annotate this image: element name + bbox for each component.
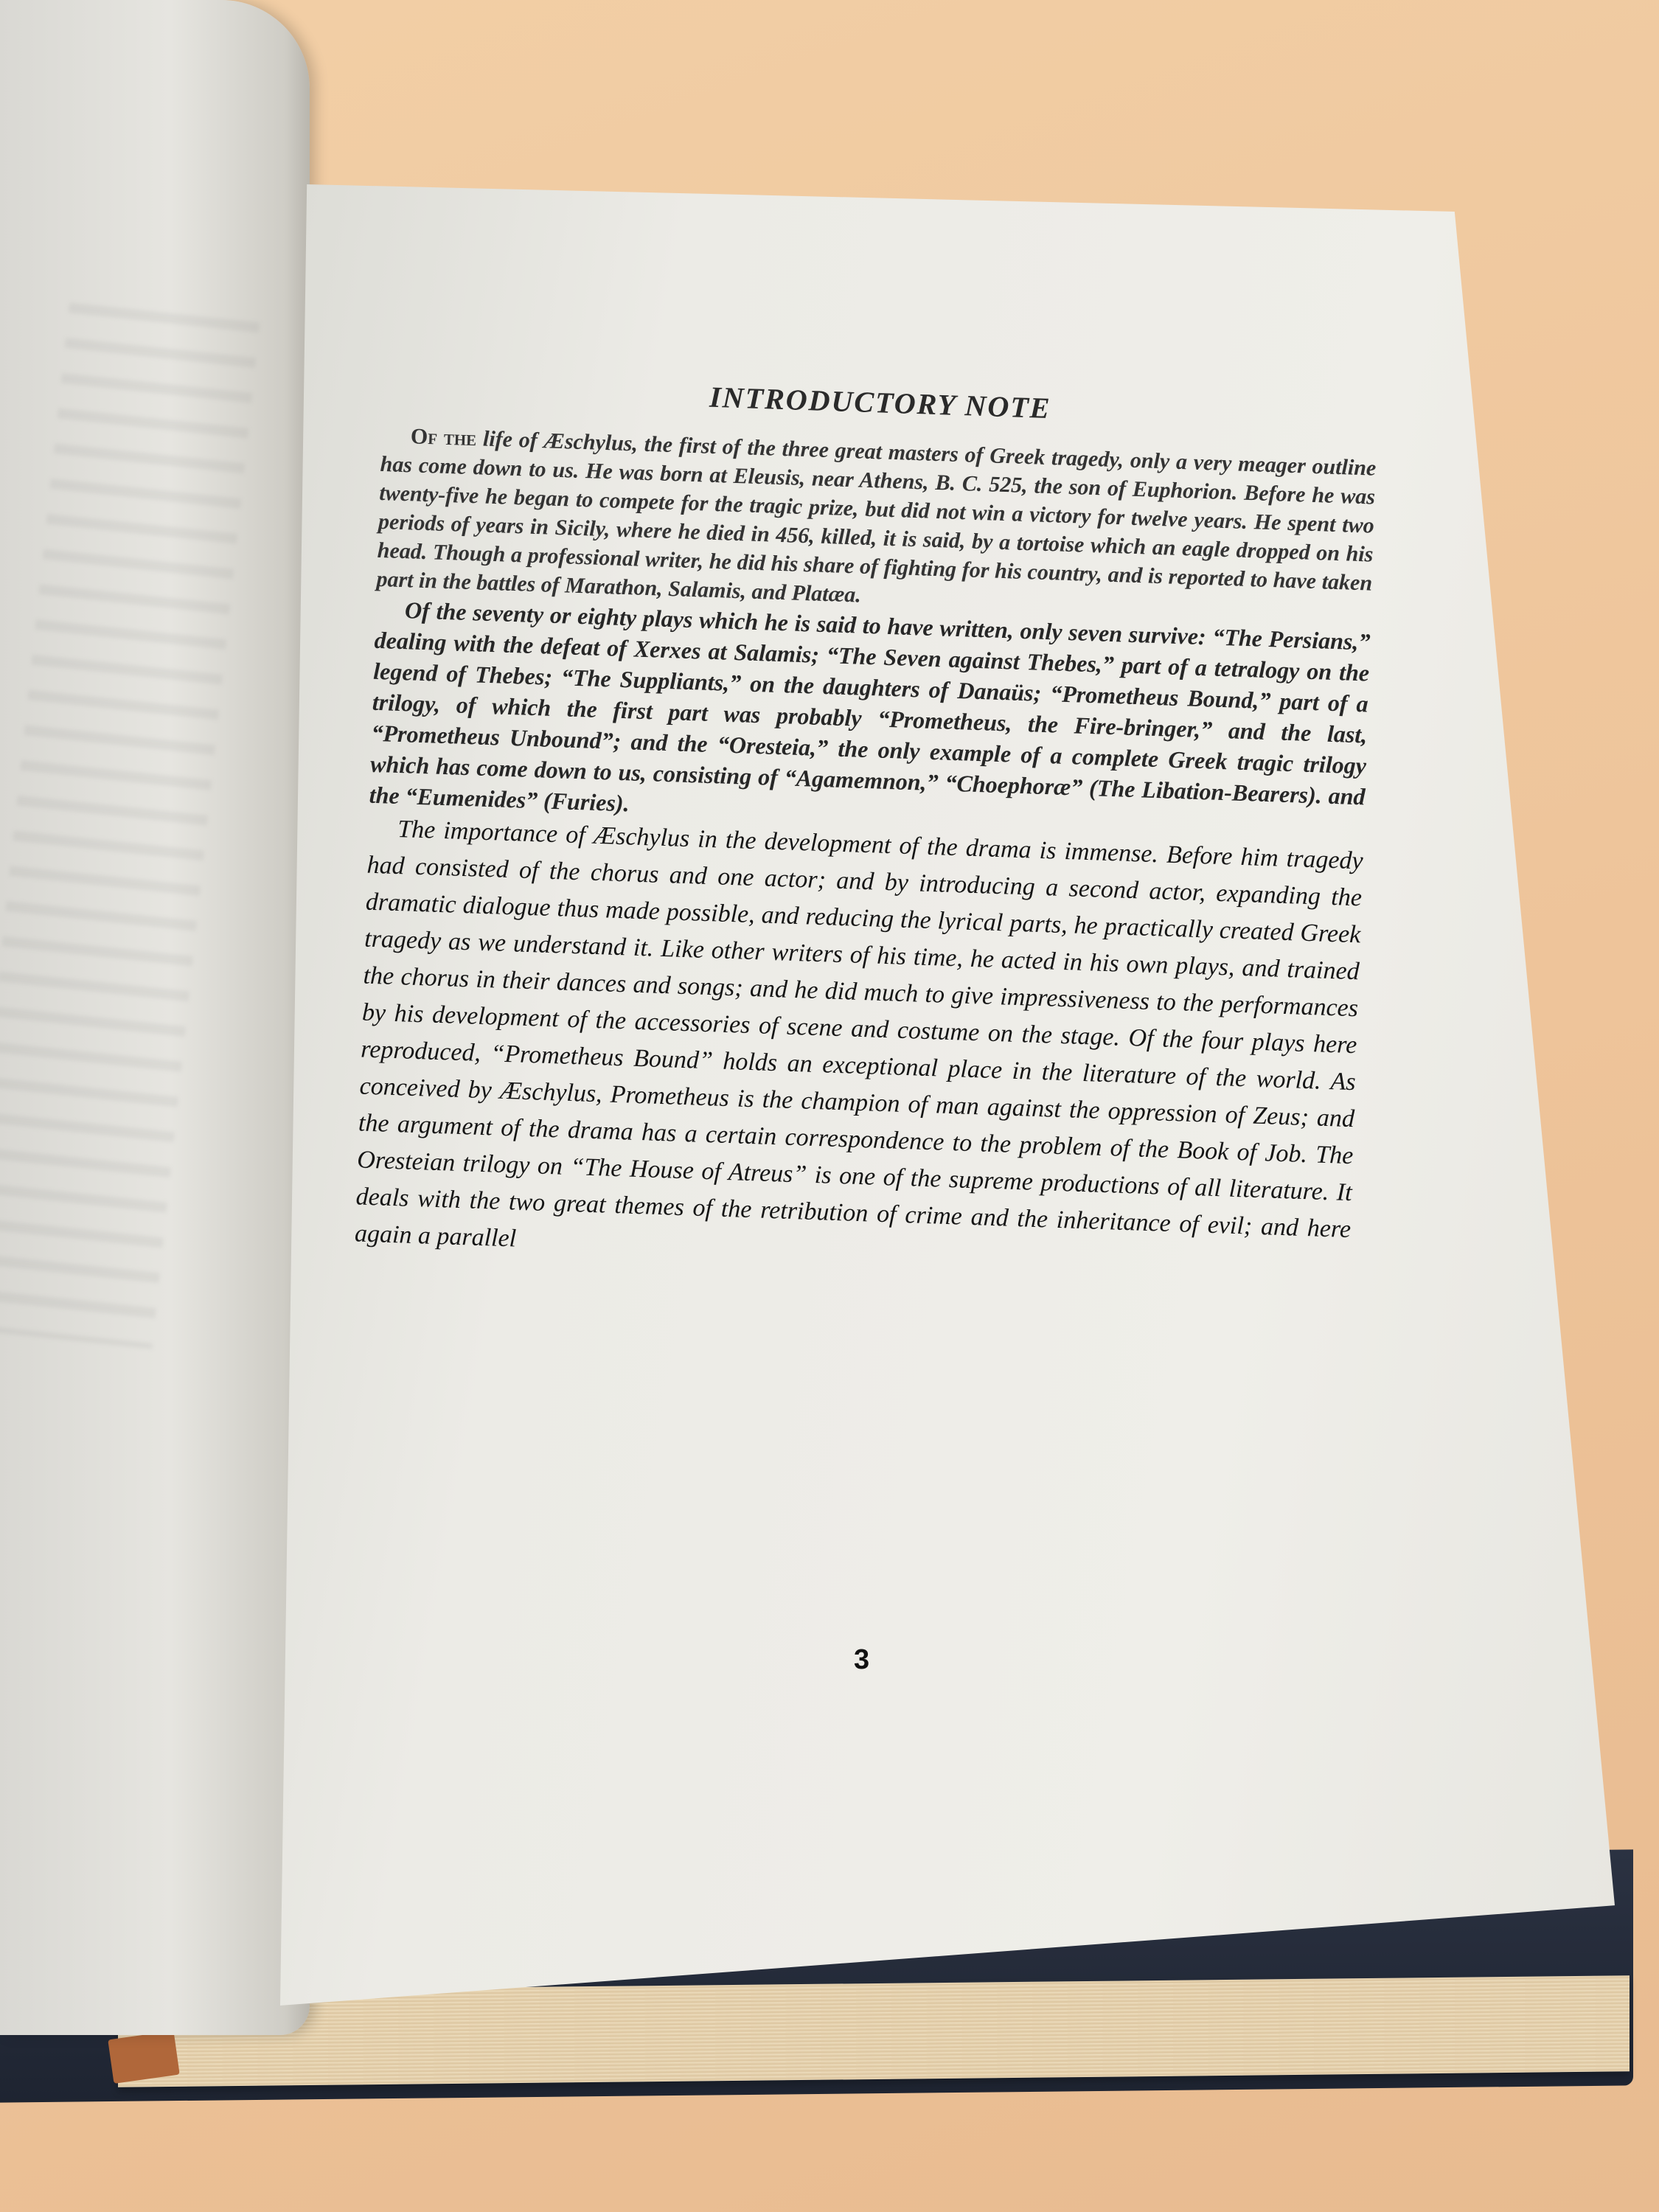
page-text xyxy=(354,369,1378,1285)
paragraph-3: The importance of Æschylus in the development of the drama is immense. Before him tragedy had consisted of the chorus and one actor; and by introducing a second actor, expanding the dramatic dialogue thus made possible, and reducing the lyrical parts, he practically created Greek tragedy as we understand it. Like other writers of his time, he acted in his own plays, and trained the chorus in their dances and songs; and he did much to give impressiveness to the performances by his development of the accessories of scene and costume on the stage. Of the four plays here reproduced, “Prometheus Bound” holds an exceptional place in the literature of the world. As conceived by Æschylus, Prometheus is the champion of man against the oppression of Zeus; and the argument of the drama has a certain correspondence to the problem of the Book of Job. The Oresteian trilogy on “The House of Atreus” is one of the supreme productions of all literature. It deals with the two great themes of the retribution of crime and the inheritance of evil; and here again a parallel xyxy=(354,815,1364,1253)
left-page-show-through xyxy=(0,302,260,1349)
left-page xyxy=(0,0,310,2035)
paragraph-1-text: life of Æschylus, the first of the three great masters of Greek tragedy, only a very meager outline has come down to us. He was born at Eleusis, near Athens, B. C. 525, the son of Euphorion. Before he was twenty-five he began to compete for the tragic prize, but did not win a victory for twelve years. He spent two periods of years in Sicily, where he died in 456, killed, it is said, by a tortoise which an eagle dropped on his head. Though a professional writer, he did his share of fighting for his country, and is reported to have taken part in the battles of Marathon, Salamis, and Platæa. xyxy=(375,426,1377,608)
paragraph-1 xyxy=(376,421,1377,627)
paragraph-1-lead: Of the xyxy=(410,424,477,451)
paragraph-2: Of the seventy or eighty plays which he is said to have written, only seven survive: “The Persians,” dealing with the defeat of Xerxes at Salamis; “The Seven against Thebes,” part of a tetralogy on the legend of Thebes; “The Suppliants,” on the daughters of Danaüs; “Prometheus Bound,” part of a trilogy, of which the first part was probably “Prometheus, the Fire-bringer,” and the last, “Prometheus Unbound”; and the “Oresteia,” the only example of a complete Greek tragic trilogy which has come down to us, consisting of “Agamemnon,” “Choephoræ” (The Libation-Bearers). and the “Eumenides” (Furies). xyxy=(369,597,1371,817)
page-heading: INTRODUCTORY NOTE xyxy=(709,380,1052,425)
cover-corner-edge xyxy=(108,2031,179,2084)
page-number: 3 xyxy=(854,1644,870,1675)
